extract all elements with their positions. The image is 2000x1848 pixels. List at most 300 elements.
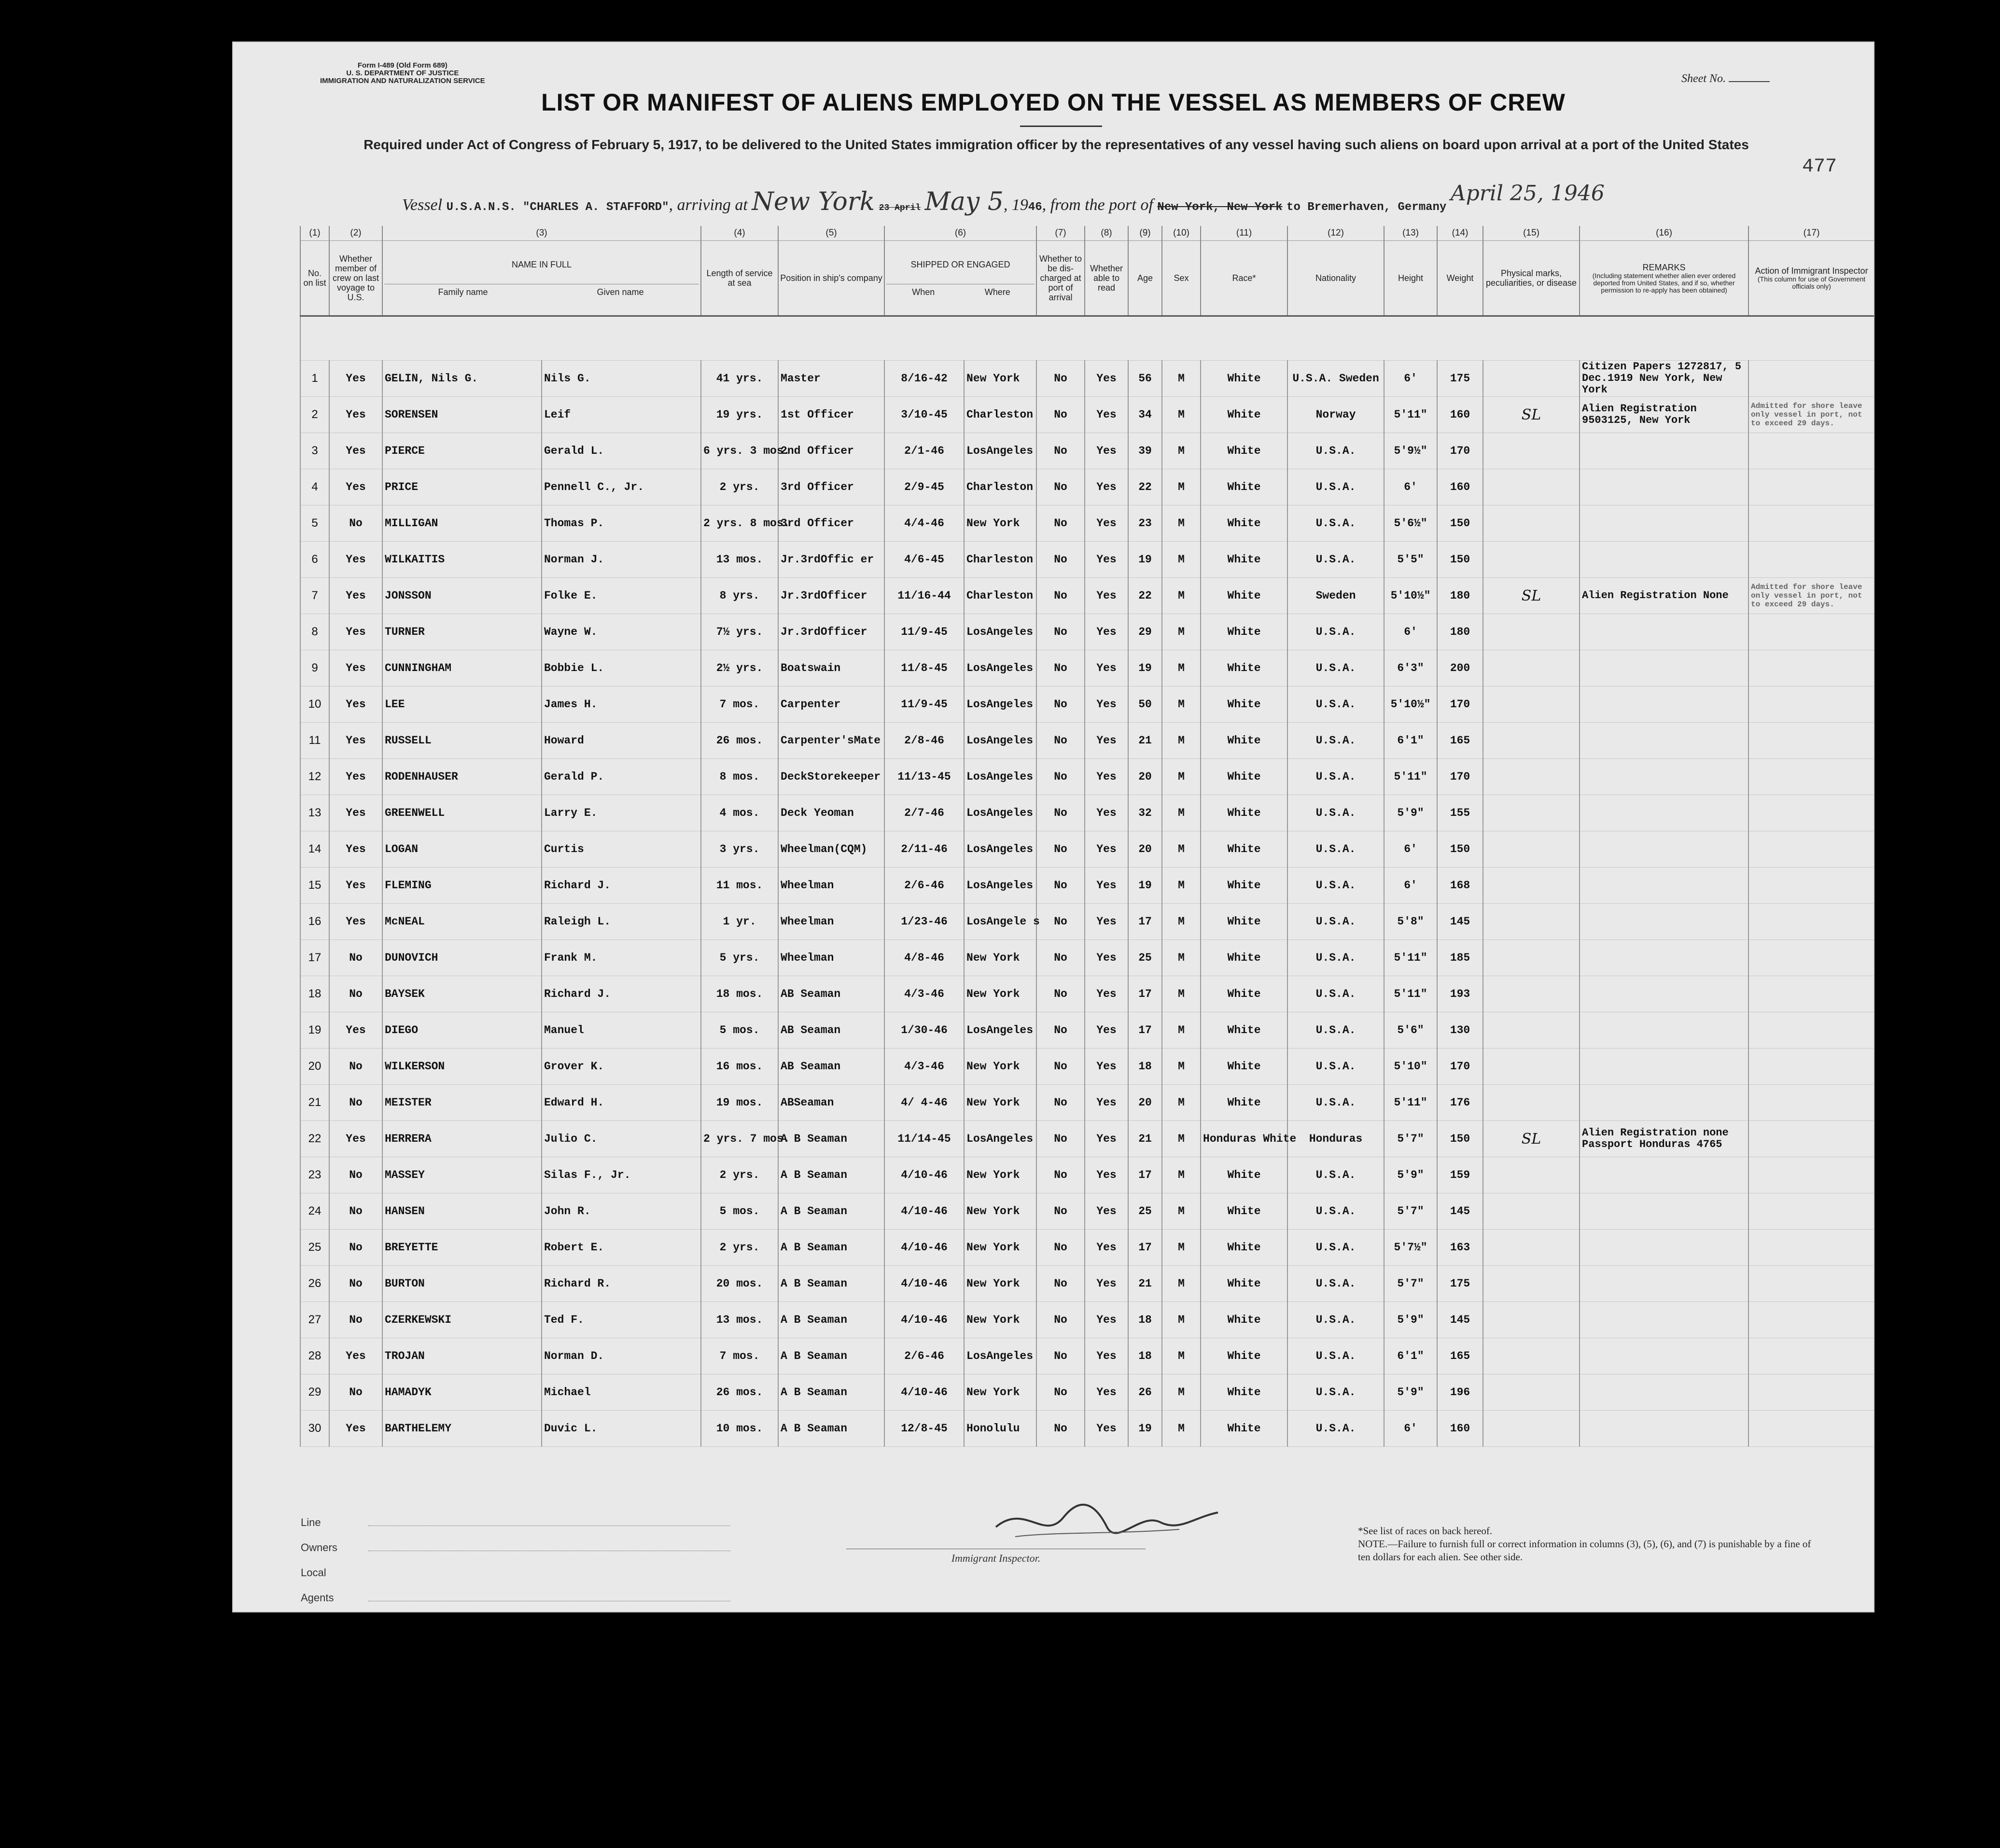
sheet-number-blank bbox=[1729, 81, 1770, 82]
header-age: Age bbox=[1128, 241, 1162, 316]
length-of-service-cell: 2½ yrs. bbox=[701, 650, 778, 686]
row-number-cell: 20 bbox=[300, 1049, 329, 1085]
age-cell: 21 bbox=[1128, 723, 1162, 759]
given-name-cell: Nils G. bbox=[542, 361, 701, 397]
shipped-when-cell: 11/8-45 bbox=[884, 650, 964, 686]
inspector-action-cell bbox=[1748, 1049, 1874, 1085]
able-to-read-cell: Yes bbox=[1085, 542, 1128, 578]
length-of-service-cell: 4 mos. bbox=[701, 795, 778, 831]
colnum: (10) bbox=[1162, 226, 1201, 241]
nationality-cell: U.S.A. bbox=[1287, 795, 1384, 831]
position-cell: 3rd Officer bbox=[778, 505, 884, 542]
last-voyage-cell: Yes bbox=[329, 904, 382, 940]
colnum: (9) bbox=[1128, 226, 1162, 241]
sex-cell: M bbox=[1162, 831, 1201, 868]
discharged-cell: No bbox=[1036, 1121, 1085, 1157]
row-number-cell: 16 bbox=[300, 904, 329, 940]
table-row bbox=[300, 1121, 1874, 1157]
race-cell: White bbox=[1201, 868, 1287, 904]
header-position: Position in ship's company bbox=[778, 241, 884, 316]
given-name-cell: John R. bbox=[542, 1193, 701, 1230]
weight-cell: 165 bbox=[1437, 723, 1483, 759]
inspector-action-cell bbox=[1748, 1338, 1874, 1374]
column-header-row bbox=[300, 241, 1874, 316]
weight-cell: 176 bbox=[1437, 1085, 1483, 1121]
inspector-action-cell: Admitted for shore leave only vessel in port, not to exceed 29 days. bbox=[1748, 578, 1874, 614]
header-given-name: Given name bbox=[597, 287, 644, 297]
race-cell: White bbox=[1201, 505, 1287, 542]
last-voyage-cell: Yes bbox=[329, 1121, 382, 1157]
race-cell: White bbox=[1201, 650, 1287, 686]
position-cell: Carpenter'sMate bbox=[778, 723, 884, 759]
length-of-service-cell: 2 yrs. bbox=[701, 469, 778, 505]
row-number-cell: 12 bbox=[300, 759, 329, 795]
race-cell: White bbox=[1201, 469, 1287, 505]
discharged-cell: No bbox=[1036, 1193, 1085, 1230]
position-cell: Jr.3rdOffic er bbox=[778, 542, 884, 578]
table-row bbox=[300, 1411, 1874, 1447]
physical-marks-cell bbox=[1483, 433, 1580, 469]
height-cell: 5'11" bbox=[1384, 1085, 1437, 1121]
discharged-cell: No bbox=[1036, 1049, 1085, 1085]
height-cell: 5'7½" bbox=[1384, 1230, 1437, 1266]
age-cell: 32 bbox=[1128, 795, 1162, 831]
able-to-read-cell: Yes bbox=[1085, 759, 1128, 795]
able-to-read-cell: Yes bbox=[1085, 868, 1128, 904]
physical-marks-cell bbox=[1483, 1266, 1580, 1302]
header-shipped-label: SHIPPED OR ENGAGED bbox=[910, 259, 1010, 269]
nationality-cell: Sweden bbox=[1287, 578, 1384, 614]
age-cell: 17 bbox=[1128, 1230, 1162, 1266]
shipped-where-cell: LosAngeles bbox=[964, 723, 1036, 759]
sex-cell: M bbox=[1162, 868, 1201, 904]
row-number-cell: 10 bbox=[300, 686, 329, 723]
table-row bbox=[300, 542, 1874, 578]
length-of-service-cell: 13 mos. bbox=[701, 542, 778, 578]
inspector-action-cell bbox=[1748, 614, 1874, 650]
race-cell: White bbox=[1201, 397, 1287, 433]
shipped-when-cell: 4/10-46 bbox=[884, 1157, 964, 1193]
able-to-read-cell: Yes bbox=[1085, 686, 1128, 723]
nationality-cell: U.S.A. bbox=[1287, 759, 1384, 795]
column-number-row bbox=[300, 226, 1874, 241]
inspector-action-cell bbox=[1748, 1085, 1874, 1121]
race-cell: White bbox=[1201, 1338, 1287, 1374]
spacer-cell bbox=[300, 316, 1874, 361]
remarks-cell bbox=[1580, 1374, 1748, 1411]
remarks-cell bbox=[1580, 614, 1748, 650]
given-name-cell: Richard J. bbox=[542, 868, 701, 904]
age-cell: 25 bbox=[1128, 940, 1162, 976]
discharged-cell: No bbox=[1036, 868, 1085, 904]
height-cell: 5'9" bbox=[1384, 1302, 1437, 1338]
shipped-where-cell: New York bbox=[964, 1266, 1036, 1302]
shipped-where-cell: LosAngeles bbox=[964, 433, 1036, 469]
nationality-cell: U.S.A. bbox=[1287, 469, 1384, 505]
physical-marks-cell bbox=[1483, 1157, 1580, 1193]
weight-cell: 193 bbox=[1437, 976, 1483, 1012]
arrival-year: 46 bbox=[1028, 201, 1042, 214]
family-name-cell: BAYSEK bbox=[382, 976, 542, 1012]
header-no-on-list: No. on list bbox=[300, 241, 329, 316]
shipped-where-cell: LosAngeles bbox=[964, 614, 1036, 650]
footer-agents-label: Local Agents bbox=[301, 1567, 334, 1604]
inspector-action-cell bbox=[1748, 723, 1874, 759]
nationality-cell: Honduras bbox=[1287, 1121, 1384, 1157]
shipped-when-cell: 4/10-46 bbox=[884, 1302, 964, 1338]
race-cell: White bbox=[1201, 795, 1287, 831]
row-number-cell: 23 bbox=[300, 1157, 329, 1193]
length-of-service-cell: 8 yrs. bbox=[701, 578, 778, 614]
discharged-cell: No bbox=[1036, 1374, 1085, 1411]
remarks-cell bbox=[1580, 759, 1748, 795]
able-to-read-cell: Yes bbox=[1085, 1157, 1128, 1193]
race-cell: White bbox=[1201, 686, 1287, 723]
given-name-cell: Julio C. bbox=[542, 1121, 701, 1157]
sex-cell: M bbox=[1162, 976, 1201, 1012]
family-name-cell: SORENSEN bbox=[382, 397, 542, 433]
height-cell: 5'10½" bbox=[1384, 578, 1437, 614]
length-of-service-cell: 26 mos. bbox=[701, 1374, 778, 1411]
given-name-cell: Leif bbox=[542, 397, 701, 433]
inspector-action-cell: Admitted for shore leave only vessel in port, not to exceed 29 days. bbox=[1748, 397, 1874, 433]
weight-cell: 200 bbox=[1437, 650, 1483, 686]
nationality-cell: U.S.A. bbox=[1287, 542, 1384, 578]
table-spacer-row bbox=[300, 316, 1874, 361]
shipped-where-cell: LosAngeles bbox=[964, 1012, 1036, 1049]
given-name-cell: Gerald P. bbox=[542, 759, 701, 795]
physical-marks-cell bbox=[1483, 831, 1580, 868]
length-of-service-cell: 2 yrs. bbox=[701, 1230, 778, 1266]
colnum: (7) bbox=[1036, 226, 1085, 241]
weight-cell: 160 bbox=[1437, 469, 1483, 505]
table-row bbox=[300, 831, 1874, 868]
remarks-cell bbox=[1580, 542, 1748, 578]
shipped-when-cell: 4/10-46 bbox=[884, 1266, 964, 1302]
position-cell: Carpenter bbox=[778, 686, 884, 723]
length-of-service-cell: 6 yrs. 3 mos. bbox=[701, 433, 778, 469]
table-row bbox=[300, 1085, 1874, 1121]
sex-cell: M bbox=[1162, 940, 1201, 976]
last-voyage-cell: Yes bbox=[329, 542, 382, 578]
weight-cell: 175 bbox=[1437, 361, 1483, 397]
last-voyage-cell: No bbox=[329, 505, 382, 542]
height-cell: 5'11" bbox=[1384, 397, 1437, 433]
table-row bbox=[300, 868, 1874, 904]
header-name-in-full bbox=[382, 241, 701, 316]
length-of-service-cell: 3 yrs. bbox=[701, 831, 778, 868]
header-remarks-sub: (Including statement whether alien ever ordered deported from United States, and if so, whether permission to re-apply has been obtained) bbox=[1592, 271, 1736, 294]
physical-marks-cell bbox=[1483, 1012, 1580, 1049]
sex-cell: M bbox=[1162, 614, 1201, 650]
height-cell: 6'1" bbox=[1384, 723, 1437, 759]
discharged-cell: No bbox=[1036, 1411, 1085, 1447]
physical-marks-cell bbox=[1483, 686, 1580, 723]
able-to-read-cell: Yes bbox=[1085, 1230, 1128, 1266]
colnum: (1) bbox=[300, 226, 329, 241]
race-cell: White bbox=[1201, 940, 1287, 976]
physical-marks-cell bbox=[1483, 1193, 1580, 1230]
given-name-cell: Curtis bbox=[542, 831, 701, 868]
height-cell: 5'9" bbox=[1384, 795, 1437, 831]
weight-cell: 196 bbox=[1437, 1374, 1483, 1411]
nationality-cell: U.S.A. bbox=[1287, 868, 1384, 904]
colnum: (3) bbox=[382, 226, 701, 241]
position-cell: 1st Officer bbox=[778, 397, 884, 433]
inspector-action-cell bbox=[1748, 1157, 1874, 1193]
length-of-service-cell: 7½ yrs. bbox=[701, 614, 778, 650]
family-name-cell: TURNER bbox=[382, 614, 542, 650]
header-family-name: Family name bbox=[438, 287, 488, 297]
row-number-cell: 5 bbox=[300, 505, 329, 542]
colnum: (2) bbox=[329, 226, 382, 241]
row-number-cell: 27 bbox=[300, 1302, 329, 1338]
nationality-cell: U.S.A. bbox=[1287, 1338, 1384, 1374]
table-row bbox=[300, 904, 1874, 940]
sheet-number-label: Sheet No. bbox=[1681, 72, 1726, 85]
position-cell: A B Seaman bbox=[778, 1302, 884, 1338]
race-cell: White bbox=[1201, 1085, 1287, 1121]
last-voyage-cell: No bbox=[329, 1230, 382, 1266]
shipped-when-cell: 11/13-45 bbox=[884, 759, 964, 795]
family-name-cell: TROJAN bbox=[382, 1338, 542, 1374]
manifest-sheet bbox=[233, 42, 1874, 1611]
family-name-cell: HANSEN bbox=[382, 1193, 542, 1230]
height-cell: 5'10½" bbox=[1384, 686, 1437, 723]
header-sex: Sex bbox=[1162, 241, 1201, 316]
table-row bbox=[300, 795, 1874, 831]
length-of-service-cell: 2 yrs. 8 mos. bbox=[701, 505, 778, 542]
date-note: April 25, 1946 bbox=[1450, 181, 1605, 206]
weight-cell: 165 bbox=[1437, 1338, 1483, 1374]
sex-cell: M bbox=[1162, 1266, 1201, 1302]
sex-cell: M bbox=[1162, 1230, 1201, 1266]
nationality-cell: U.S.A. bbox=[1287, 976, 1384, 1012]
shipped-where-cell: Charleston bbox=[964, 469, 1036, 505]
discharged-cell: No bbox=[1036, 940, 1085, 976]
nationality-cell: U.S.A. bbox=[1287, 1049, 1384, 1085]
row-number-cell: 28 bbox=[300, 1338, 329, 1374]
age-cell: 19 bbox=[1128, 1411, 1162, 1447]
title-rule bbox=[1020, 126, 1102, 127]
age-cell: 18 bbox=[1128, 1338, 1162, 1374]
shipped-where-cell: LosAngeles bbox=[964, 1338, 1036, 1374]
row-number-cell: 6 bbox=[300, 542, 329, 578]
weight-cell: 163 bbox=[1437, 1230, 1483, 1266]
position-cell: Boatswain bbox=[778, 650, 884, 686]
physical-marks-cell: SL bbox=[1483, 397, 1580, 433]
header-race: Race* bbox=[1201, 241, 1287, 316]
shipped-when-cell: 2/9-45 bbox=[884, 469, 964, 505]
inspector-action-cell bbox=[1748, 542, 1874, 578]
age-cell: 17 bbox=[1128, 1012, 1162, 1049]
able-to-read-cell: Yes bbox=[1085, 795, 1128, 831]
remarks-cell bbox=[1580, 686, 1748, 723]
position-cell: AB Seaman bbox=[778, 1012, 884, 1049]
table-row bbox=[300, 1012, 1874, 1049]
age-cell: 17 bbox=[1128, 1157, 1162, 1193]
length-of-service-cell: 5 yrs. bbox=[701, 940, 778, 976]
position-cell: AB Seaman bbox=[778, 976, 884, 1012]
nationality-cell: U.S.A. bbox=[1287, 505, 1384, 542]
able-to-read-cell: Yes bbox=[1085, 433, 1128, 469]
shipped-when-cell: 4/10-46 bbox=[884, 1374, 964, 1411]
family-name-cell: CUNNINGHAM bbox=[382, 650, 542, 686]
row-number-cell: 30 bbox=[300, 1411, 329, 1447]
remarks-cell bbox=[1580, 433, 1748, 469]
sex-cell: M bbox=[1162, 469, 1201, 505]
height-cell: 5'10" bbox=[1384, 1049, 1437, 1085]
race-cell: White bbox=[1201, 1374, 1287, 1411]
discharged-cell: No bbox=[1036, 1302, 1085, 1338]
able-to-read-cell: Yes bbox=[1085, 1193, 1128, 1230]
discharged-cell: No bbox=[1036, 1085, 1085, 1121]
header-name-subrow bbox=[384, 284, 699, 297]
sex-cell: M bbox=[1162, 904, 1201, 940]
sex-cell: M bbox=[1162, 1121, 1201, 1157]
height-cell: 5'9½" bbox=[1384, 433, 1437, 469]
remarks-cell bbox=[1580, 1302, 1748, 1338]
height-cell: 5'7" bbox=[1384, 1193, 1437, 1230]
sex-cell: M bbox=[1162, 723, 1201, 759]
height-cell: 6' bbox=[1384, 868, 1437, 904]
given-name-cell: Michael bbox=[542, 1374, 701, 1411]
remarks-cell bbox=[1580, 1338, 1748, 1374]
sex-cell: M bbox=[1162, 505, 1201, 542]
weight-cell: 150 bbox=[1437, 831, 1483, 868]
sex-cell: M bbox=[1162, 759, 1201, 795]
age-cell: 22 bbox=[1128, 469, 1162, 505]
weight-cell: 159 bbox=[1437, 1157, 1483, 1193]
table-row bbox=[300, 1266, 1874, 1302]
page-title: LIST OR MANIFEST OF ALIENS EMPLOYED ON THE VESSEL AS MEMBERS OF CREW bbox=[541, 89, 1566, 116]
height-cell: 5'5" bbox=[1384, 542, 1437, 578]
table-row bbox=[300, 1049, 1874, 1085]
race-cell: White bbox=[1201, 1193, 1287, 1230]
discharged-cell: No bbox=[1036, 614, 1085, 650]
race-cell: White bbox=[1201, 614, 1287, 650]
race-note: *See list of races on back hereof. bbox=[1358, 1525, 1493, 1537]
position-cell: Wheelman bbox=[778, 904, 884, 940]
row-number-cell: 4 bbox=[300, 469, 329, 505]
vessel-label: Vessel bbox=[402, 196, 443, 214]
last-voyage-cell: No bbox=[329, 1085, 382, 1121]
able-to-read-cell: Yes bbox=[1085, 650, 1128, 686]
able-to-read-cell: Yes bbox=[1085, 1085, 1128, 1121]
table-row bbox=[300, 759, 1874, 795]
shipped-where-cell: New York bbox=[964, 1374, 1036, 1411]
height-cell: 6'3" bbox=[1384, 650, 1437, 686]
shipped-where-cell: LosAngeles bbox=[964, 795, 1036, 831]
age-cell: 21 bbox=[1128, 1121, 1162, 1157]
last-voyage-cell: Yes bbox=[329, 361, 382, 397]
discharged-cell: No bbox=[1036, 976, 1085, 1012]
inspector-action-cell bbox=[1748, 505, 1874, 542]
age-cell: 17 bbox=[1128, 976, 1162, 1012]
given-name-cell: Ted F. bbox=[542, 1302, 701, 1338]
discharged-cell: No bbox=[1036, 397, 1085, 433]
remarks-cell: Citizen Papers 1272817, 5 Dec.1919 New York, New York bbox=[1580, 361, 1748, 397]
last-voyage-cell: No bbox=[329, 1374, 382, 1411]
given-name-cell: Gerald L. bbox=[542, 433, 701, 469]
crew-rows bbox=[300, 316, 1874, 1447]
weight-cell: 180 bbox=[1437, 578, 1483, 614]
table-row bbox=[300, 650, 1874, 686]
age-cell: 56 bbox=[1128, 361, 1162, 397]
height-cell: 5'7" bbox=[1384, 1266, 1437, 1302]
penalty-note: NOTE.—Failure to furnish full or correct information in columns (3), (5), (6), and (7) is punishable by a fine of ten dollars for each alien. See other side. bbox=[1358, 1538, 1811, 1563]
family-name-cell: BURTON bbox=[382, 1266, 542, 1302]
inspector-action-cell bbox=[1748, 759, 1874, 795]
discharged-cell: No bbox=[1036, 831, 1085, 868]
given-name-cell: Raleigh L. bbox=[542, 904, 701, 940]
inspector-action-cell bbox=[1748, 976, 1874, 1012]
able-to-read-cell: Yes bbox=[1085, 976, 1128, 1012]
row-number-cell: 9 bbox=[300, 650, 329, 686]
family-name-cell: LEE bbox=[382, 686, 542, 723]
family-name-cell: CZERKEWSKI bbox=[382, 1302, 542, 1338]
weight-cell: 145 bbox=[1437, 1302, 1483, 1338]
length-of-service-cell: 5 mos. bbox=[701, 1193, 778, 1230]
sex-cell: M bbox=[1162, 1411, 1201, 1447]
table-row bbox=[300, 1193, 1874, 1230]
able-to-read-cell: Yes bbox=[1085, 505, 1128, 542]
colnum: (15) bbox=[1483, 226, 1580, 241]
physical-marks-cell bbox=[1483, 505, 1580, 542]
sex-cell: M bbox=[1162, 1338, 1201, 1374]
nationality-cell: U.S.A. bbox=[1287, 1411, 1384, 1447]
family-name-cell: DIEGO bbox=[382, 1012, 542, 1049]
form-id-line: Form I-489 (Old Form 689) bbox=[357, 61, 448, 70]
remarks-cell bbox=[1580, 868, 1748, 904]
length-of-service-cell: 8 mos. bbox=[701, 759, 778, 795]
shipped-where-cell: LosAngeles bbox=[964, 686, 1036, 723]
footer-owners-row bbox=[301, 1535, 730, 1560]
family-name-cell: MASSEY bbox=[382, 1157, 542, 1193]
header-shipped-engaged bbox=[884, 241, 1036, 316]
row-number-cell: 3 bbox=[300, 433, 329, 469]
inspector-label: Immigrant Inspector. bbox=[846, 1549, 1146, 1565]
position-cell: A B Seaman bbox=[778, 1193, 884, 1230]
nationality-cell: U.S.A. bbox=[1287, 1266, 1384, 1302]
last-voyage-cell: No bbox=[329, 1049, 382, 1085]
family-name-cell: GREENWELL bbox=[382, 795, 542, 831]
physical-marks-cell bbox=[1483, 614, 1580, 650]
table-row bbox=[300, 686, 1874, 723]
age-cell: 17 bbox=[1128, 904, 1162, 940]
height-cell: 5'11" bbox=[1384, 940, 1437, 976]
footer-line-row bbox=[301, 1510, 730, 1535]
last-voyage-cell: Yes bbox=[329, 1411, 382, 1447]
table-row bbox=[300, 940, 1874, 976]
header-nationality: Nationality bbox=[1287, 241, 1384, 316]
able-to-read-cell: Yes bbox=[1085, 1049, 1128, 1085]
weight-cell: 160 bbox=[1437, 397, 1483, 433]
table-row bbox=[300, 1230, 1874, 1266]
length-of-service-cell: 10 mos. bbox=[701, 1411, 778, 1447]
discharged-cell: No bbox=[1036, 650, 1085, 686]
sex-cell: M bbox=[1162, 795, 1201, 831]
physical-marks-cell bbox=[1483, 361, 1580, 397]
row-number-cell: 8 bbox=[300, 614, 329, 650]
position-cell: A B Seaman bbox=[778, 1411, 884, 1447]
weight-cell: 170 bbox=[1437, 433, 1483, 469]
table-row bbox=[300, 469, 1874, 505]
age-cell: 39 bbox=[1128, 433, 1162, 469]
height-cell: 5'9" bbox=[1384, 1374, 1437, 1411]
height-cell: 5'7" bbox=[1384, 1121, 1437, 1157]
shipped-when-cell: 4/3-46 bbox=[884, 976, 964, 1012]
